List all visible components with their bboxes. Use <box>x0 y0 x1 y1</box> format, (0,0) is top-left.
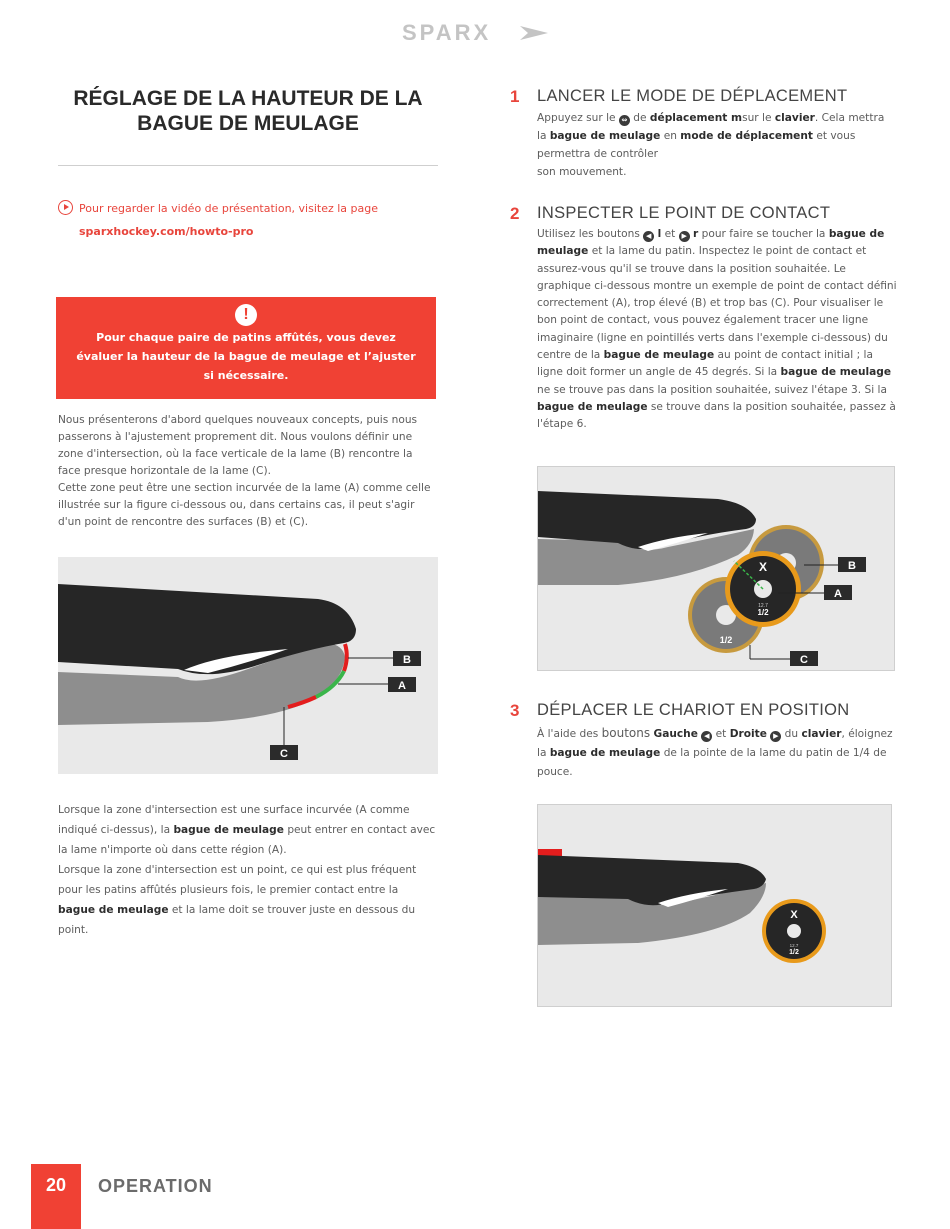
step-1-text <box>537 109 897 181</box>
section-label: OPERATION <box>98 1176 213 1196</box>
video-link[interactable]: sparxhockey.com/howto-pro <box>79 225 254 238</box>
page-number-box <box>31 1164 81 1229</box>
carriage-position-figure <box>537 804 892 1007</box>
contact-position-figure <box>537 466 895 671</box>
s2-t7: se trouve dans la position souhaitée, passez à l'étape 6. <box>537 400 896 431</box>
label-b: B <box>403 654 411 666</box>
s2-t5: au point de contact initial ; la ligne doit former un angle de 45 degrés. Si la <box>537 349 873 379</box>
fig2-label-b: B <box>848 560 856 572</box>
wheel-position-illustration <box>538 467 894 670</box>
page-number: 20 <box>45 1175 67 1195</box>
exclamation-icon: ! <box>235 304 257 326</box>
carriage-illustration <box>538 805 891 1006</box>
s1-b4: mode de déplacement <box>680 130 813 142</box>
video-note-text: Pour regarder la vidéo de présentation, visitez la page <box>79 202 379 215</box>
contact-text <box>58 800 438 940</box>
s2-t1: Utilisez les boutons <box>537 228 640 240</box>
s3-b2: Droite <box>729 728 767 740</box>
step-1-number: 1 <box>510 87 520 106</box>
contact-p2-b: bague de meulage <box>58 904 169 916</box>
right-button-icon: ▶ <box>679 231 690 242</box>
logo-text: SPARX <box>402 20 492 45</box>
left-arrow-button-icon: ◀ <box>701 731 712 742</box>
contact-p1-a: Lorsque la zone d'intersection est une surface incurvée (A comme indiqué ci-dessus), la <box>58 804 410 836</box>
video-note <box>58 197 438 243</box>
move-button-icon: ⇔ <box>619 115 630 126</box>
left-button-icon: ◀ <box>643 231 654 242</box>
fig3-wheel-brand: X <box>790 909 798 921</box>
s3-t4: , éloignez la <box>537 728 893 759</box>
step-2-title: INSPECTER LE POINT DE CONTACT <box>537 204 831 222</box>
s1-b1: déplacement m <box>649 112 743 124</box>
intro-paragraph-2: Cette zone peut être une section incurvée de la lame (A) comme celle illustrée sur la figure ci-dessous ou, dans certains cas, il peut s'agir d'un point de rencontre des surfaces (B) et (C). <box>58 482 431 528</box>
title-divider <box>58 165 438 166</box>
contact-p1-c: peut entrer en contact avec la lame n'importe où dans cette région (A). <box>58 824 436 856</box>
contact-paragraph-1 <box>58 800 438 860</box>
s3-t2: et <box>715 728 727 740</box>
s2-t6: ne se trouve pas dans la position souhaitée, suivez l'étape 3. Si la <box>537 383 887 396</box>
wheel-a-size: 1/2 <box>757 608 769 617</box>
s2-b6: bague de meulage <box>537 400 648 413</box>
s1-t6: et vous permettra de contrôler <box>537 130 856 160</box>
grinding-wheel <box>762 899 826 963</box>
page-title: RÉGLAGE DE LA HAUTEUR DE LA BAGUE DE MEULAGE <box>73 87 423 135</box>
alert-text <box>76 328 416 385</box>
s3-t3: du <box>784 728 799 740</box>
s2-t2: et <box>664 228 676 240</box>
logo-wing-icon <box>402 20 552 46</box>
alert-text-after: et l’ajuster si nécessaire. <box>203 350 416 382</box>
s3-t1: À l'aide des <box>537 728 599 740</box>
wheel-c-size: 1/2 <box>719 635 733 645</box>
s1-t4: . Cela mettra la <box>537 112 885 142</box>
s1-b3: bague de meulage <box>549 130 661 142</box>
step-3-title: DÉPLACER LE CHARIOT EN POSITION <box>537 701 850 719</box>
fig2-label-c: C <box>800 654 808 666</box>
contact-p2-c: et la lame doit se trouver juste en dessous du point. <box>58 904 416 936</box>
intro-text <box>58 412 438 531</box>
contact-paragraph-2 <box>58 860 438 940</box>
label-a: A <box>398 680 406 692</box>
s1-b2: clavier <box>774 112 815 124</box>
play-icon <box>58 200 73 215</box>
sparx-logo <box>402 20 552 46</box>
step-1-title: LANCER LE MODE DE DÉPLACEMENT <box>537 87 848 105</box>
wheel-a-size-top: 12.7 <box>758 603 768 609</box>
s1-t5: en <box>663 130 677 142</box>
alert-box <box>56 297 436 399</box>
s2-b4: bague de meulage <box>603 349 715 362</box>
s2-b5: bague de meulage <box>780 366 892 379</box>
contact-p1-b: bague de meulage <box>173 824 284 836</box>
blade-illustration <box>58 557 438 774</box>
s1-t1: Appuyez sur le <box>537 112 616 124</box>
wheel-a-brand: X <box>758 560 768 574</box>
s1-t7: son mouvement. <box>537 166 627 178</box>
step-3-text <box>537 724 897 782</box>
blade-contact-figure <box>58 557 438 774</box>
s3-t5: de la pointe de la lame du patin de 1/4 de pouce. <box>537 747 887 778</box>
s1-t3: sur le <box>742 112 772 124</box>
step-2-text <box>537 226 897 434</box>
fig3-wheel-size: 1/2 <box>789 949 799 956</box>
s3-b4: bague de meulage <box>549 747 661 759</box>
s2-b3: bague de meulage <box>537 228 885 258</box>
intro-paragraph-1: Nous présenterons d'abord quelques nouveaux concepts, puis nous passerons à l'ajustement proprement dit. Nous voulons définir une zone d'intersection, où la face verticale de la lame (B) rencontre la face presque horizontale de la lame (C). <box>58 414 418 477</box>
s2-b2: r <box>693 228 699 240</box>
fig2-label-a: A <box>834 588 842 600</box>
alert-text-bold: bague de meulage <box>228 350 344 363</box>
label-c: C <box>280 748 288 760</box>
s2-t3: pour faire se toucher la <box>701 228 826 240</box>
s3-t1b: boutons <box>601 726 651 740</box>
s3-b3: clavier <box>801 728 842 740</box>
fig3-wheel-size-top: 12.7 <box>789 943 799 948</box>
right-arrow-button-icon: ▶ <box>770 731 781 742</box>
s1-t2: de <box>633 112 647 124</box>
alert-text-before: Pour chaque paire de patins affûtés, vous devez évaluer la hauteur de la <box>76 331 396 363</box>
step-2-number: 2 <box>510 204 520 223</box>
s3-b1: Gauche <box>653 728 698 740</box>
step-3-number: 3 <box>510 701 520 720</box>
s2-t4: et la lame du patin. Inspectez le point de contact et assurez-vous qu'il se trouve dans la position souhaitée. Le graphique ci-dessous montre un exemple de point de contact défini correctement (A), trop élevé (B) et trop bas (C). Pour visualiser le bon point de contact, vous pouvez également tracer une ligne imaginaire (ligne en pointillés verts dans l'exemple ci-dessous) du centre de la <box>537 245 897 362</box>
s2-b1: l <box>657 228 662 240</box>
contact-p2-a: Lorsque la zone d'intersection est un point, ce qui est plus fréquent pour les patins affûtés plusieurs fois, le premier contact entre la <box>58 864 417 896</box>
